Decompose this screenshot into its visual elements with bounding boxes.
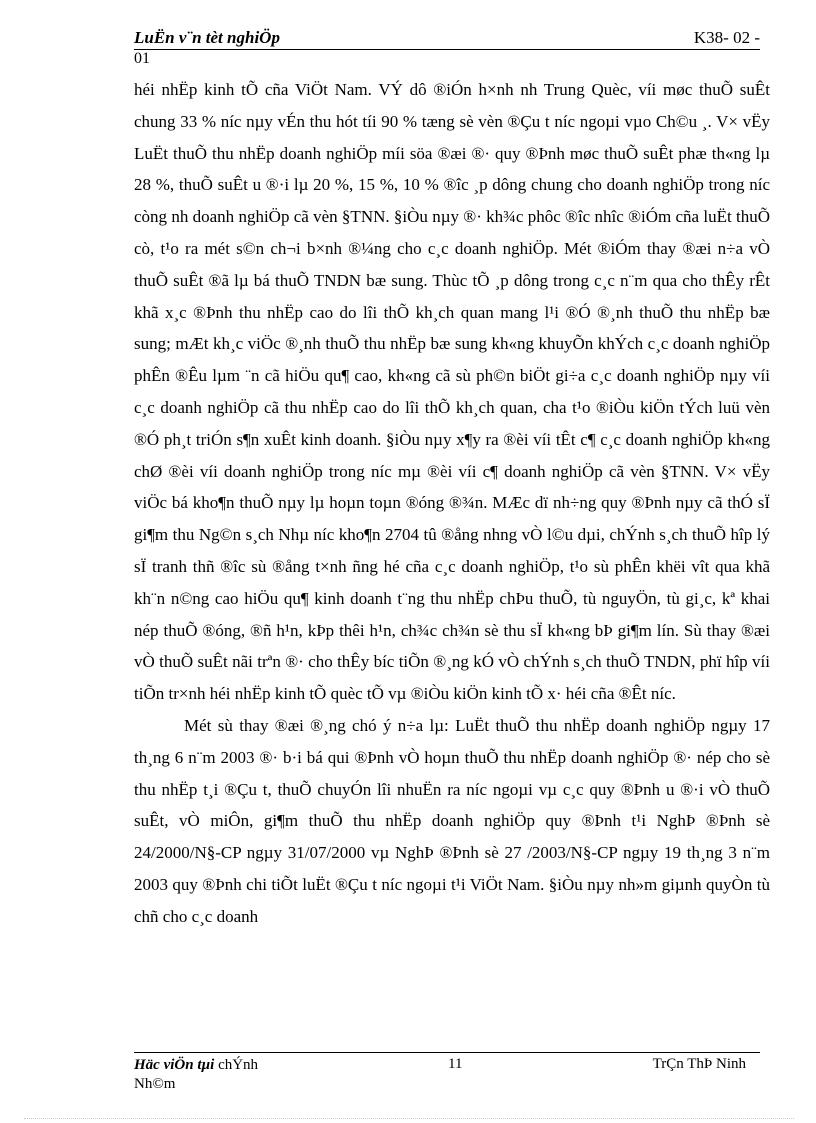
footer-institution xyxy=(134,1056,334,1094)
footer-institution-name-rest: chÝnh xyxy=(214,1057,259,1073)
footer-institution-name: Häc viÖn tµi xyxy=(134,1057,215,1073)
paragraph: héi nhËp kinh tÕ cña ViÖt Nam. VÝ dô ®iÓn h×nh nh Trung Quèc, víi møc thuÕ suÊt chung 33 % níc nµy vÉn thu hót tíi 90 % tæng sè vèn ®Çu t níc ngoµi vµo Ch©u ¸. V× vËy LuËt thuÕ thu nhËp doanh nghiÖp míi söa ®æi ®· quy ®Þnh møc thuÕ suÊt phæ th«ng lµ 28 %, thuÕ suÊt u ®·i lµ 20 %, 15 %, 10 % ®îc ¸p dông chung cho doanh nghiÖp trong níc còng nh doanh nghiÖp cã vèn §TNN. §iÒu nµy ®· kh¾c phôc ®îc nhîc ®iÓm cña luËt thuÕ cò, t¹o ra mét s©n ch¬i b×nh ®¼ng cho c¸c doanh nghiÖp. Mét ®iÓm thay ®æi n÷a vÒ thuÕ suÊt ®ã lµ bá thuÕ TNDN bæ sung. Thùc tÕ ¸p dông trong c¸c n¨m qua cho thÊy rÊt khã x¸c ®Þnh thu nhËp cao do lîi thÕ kh¸ch quan mang l¹i ®Ó ®¸nh thuÕ thu nhËp bæ sung; mÆt kh¸c viÖc ®¸nh thuÕ thu nhËp bæ sung kh«ng khuyÕn khÝch c¸c doanh nghiÖp phÊn ®Êu lµm ¨n cã hiÖu qu¶ cao, kh«ng cã sù ph©n biÖt gi÷a c¸c doanh nghiÖp nµy víi c¸c doanh nghiÖp cã thu nhËp cao do lîi thÕ kh¸ch quan, cha t¹o ®iÒu kiÖn tÝch luü vèn ®Ó ph¸t triÓn s¶n xuÊt kinh doanh. §iÒu nµy x¶y ra ®èi víi tÊt c¶ c¸c doanh nghiÖp kh«ng chØ ®èi víi doanh nghiÖp trong níc mµ ®èi víi c¶ doanh nghiÖp cã vèn §TNN. V× vËy viÖc bá kho¶n thuÕ nµy lµ hoµn toµn ®óng ®¾n. MÆc dï nh÷ng quy ®Þnh nµy cã thÓ sÏ gi¶m thu Ng©n s¸ch Nhµ níc kho¶n 2704 tû ®ång nhng vÒ l©u dµi, chÝnh s¸ch thuÕ hîp lý sÏ tranh thñ ®îc sù ®ång t×nh ñng hé cña c¸c doanh nghiÖp, t¹o sù phÊn khëi vît qua khã kh¨n n©ng cao hiÖu qu¶ kinh doanh t¨ng thu nhËp chÞu thuÕ, tù nguyÖn, tù gi¸c, kª khai nép thuÕ ®óng, ®ñ h¹n, kÞp thêi h¹n, ch¾c ch¾n sè thu sÏ kh«ng bÞ gi¶m lín. Sù thay ®æi vÒ thuÕ suÊt nãi trªn ®· cho thÊy bíc tiÕn ®¸ng kÓ vÒ chÝnh s¸ch thuÕ TNDN, phï hîp víi tiÕn tr×nh héi nhËp kinh tÕ quèc tÕ vµ ®iÒu kiÖn kinh tÕ x· héi cña ®Êt níc. xyxy=(134,80,770,704)
header-class-code: K38- 02 - xyxy=(693,28,760,47)
page-number: 11 xyxy=(448,1056,463,1072)
header-class-code-continuation: 01 xyxy=(134,50,150,67)
body-text xyxy=(134,74,770,933)
footer-author-surname-continuation: Nh©m xyxy=(134,1076,176,1092)
footer-divider xyxy=(134,1052,760,1053)
header-thesis-title: LuËn v¨n tèt nghiÖp xyxy=(134,28,280,47)
paragraph: Mét sù thay ®æi ®¸ng chó ý n÷a lµ: LuËt thuÕ thu nhËp doanh nghiÖp ngµy 17 th¸ng 6 n¨m 2003 ®· b·i bá qui ®Þnh vÒ hoµn thuÕ thu nhËp doanh nghiÖp ®· nép cho sè thu nhËp t¸i ®Çu t, thuÕ chuyÓn lîi nhuËn ra níc ngoµi vµ c¸c quy ®Þnh u ®·i vÒ thuÕ suÊt, vÒ miÔn, gi¶m thuÕ thu nhËp doanh nghiÖp quy ®Þnh t¹i NghÞ ®Þnh sè 24/2000/N§-CP ngµy 31/07/2000 vµ NghÞ ®Þnh sè 27 /2003/N§-CP ngµy 19 th¸ng 3 n¨m 2003 quy ®Þnh chi tiÕt luËt ®Çu t níc ngoµi t¹i ViÖt Nam. §iÒu nµy nh»m giµnh quyÒn tù chñ cho c¸c doanh xyxy=(134,715,770,926)
page-footer xyxy=(134,1056,760,1096)
page-header xyxy=(134,28,760,68)
page-bottom-border xyxy=(24,1118,794,1119)
footer-author: TrÇn ThÞ Ninh xyxy=(652,1056,746,1072)
header-divider xyxy=(134,49,760,50)
